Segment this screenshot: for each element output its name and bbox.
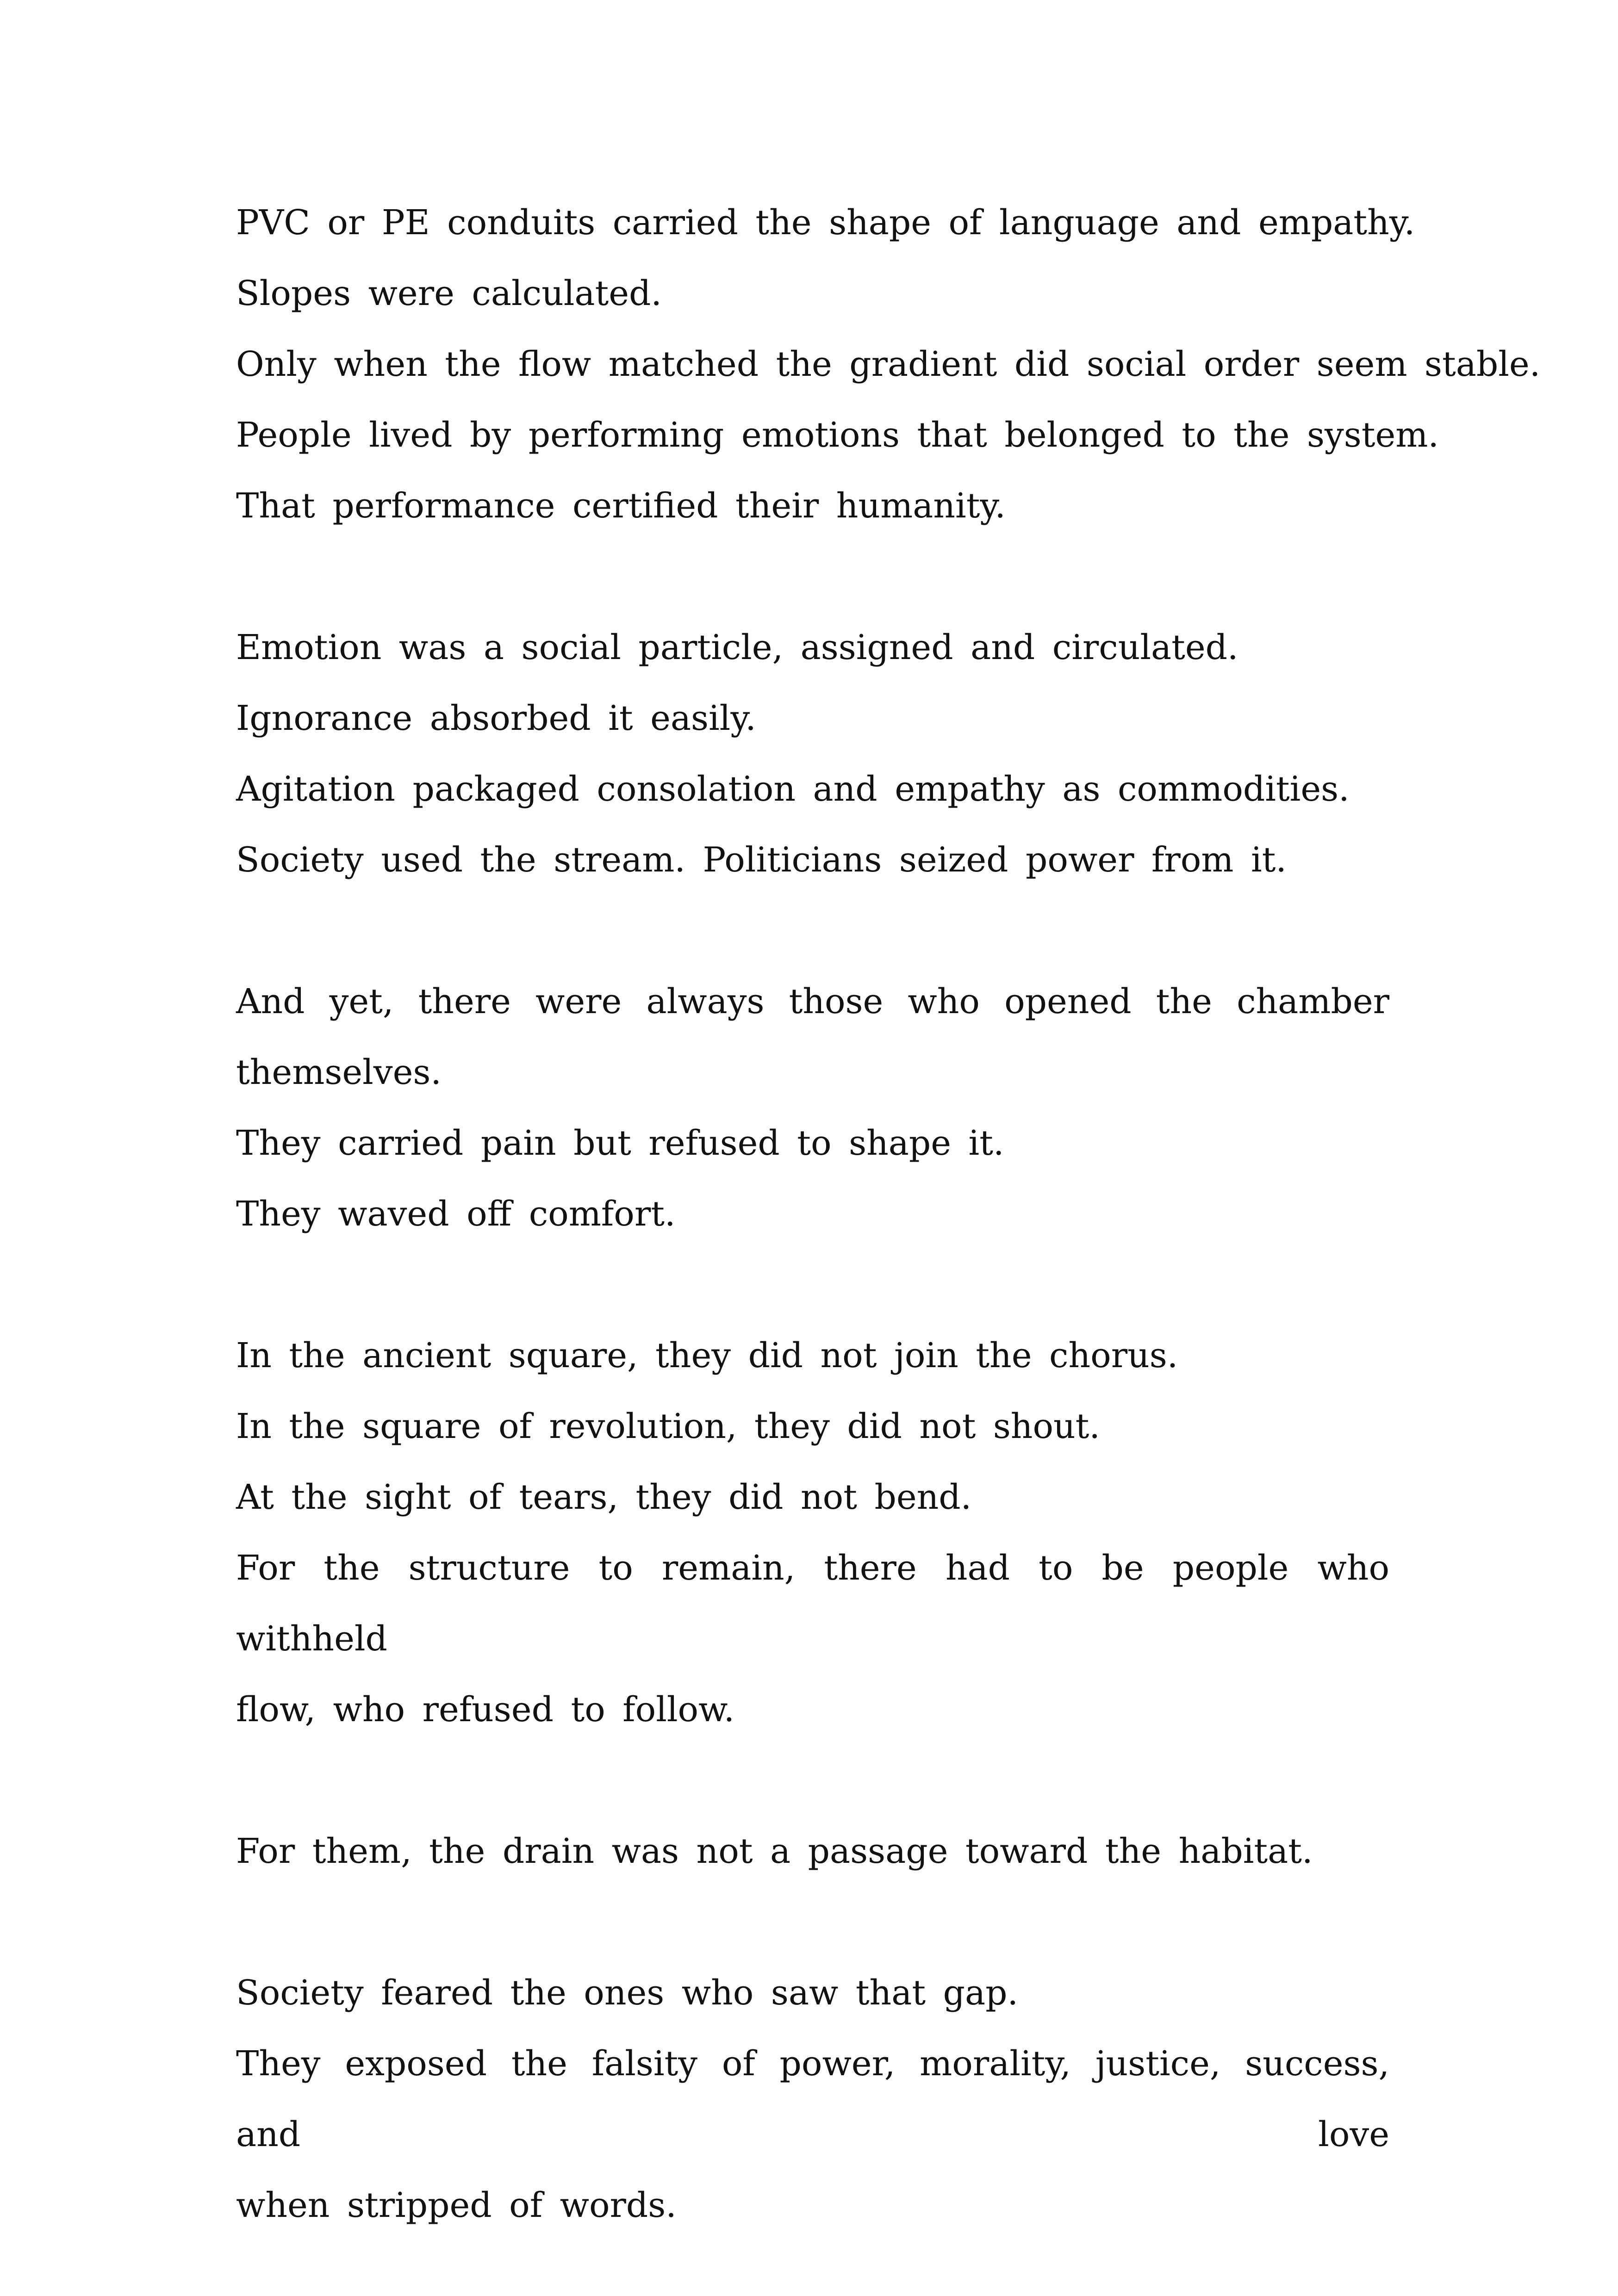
- text-line: And yet, there were always those who opened the chamber: [236, 982, 1389, 1021]
- text-line: For the structure to remain, there had to be people who withheld: [236, 1548, 1389, 1659]
- text-line: flow, who refused to follow.: [236, 1690, 735, 1730]
- text-line: In the square of revolution, they did not shout.: [236, 1406, 1100, 1446]
- text-line: when stripped of words.: [236, 2185, 677, 2225]
- paragraph-3: [236, 966, 1389, 1250]
- text-line: People lived by performing emotions that belonged to the system.: [236, 415, 1439, 455]
- body-text: [236, 187, 1541, 2241]
- text-line: Only when the flow matched the gradient did social order seem stable.: [236, 344, 1541, 384]
- text-line: Emotion was a social particle, assigned and circulated.: [236, 628, 1238, 667]
- text-line: They carried pain but refused to shape it.: [236, 1123, 1004, 1163]
- paragraph-4: [236, 1320, 1389, 1745]
- text-line: Agitation packaged consolation and empathy as commodities.: [236, 769, 1350, 809]
- text-line: Society used the stream. Politicians seized power from it.: [236, 840, 1287, 880]
- text-line: They exposed the falsity of power, morality, justice, success, and love: [236, 2044, 1389, 2154]
- paragraph-1: [236, 187, 1541, 541]
- text-line: Ignorance absorbed it easily.: [236, 698, 756, 738]
- text-line: For them, the drain was not a passage toward the habitat.: [236, 1831, 1313, 1871]
- text-line: themselves.: [236, 1052, 442, 1092]
- text-line: At the sight of tears, they did not bend.: [236, 1477, 972, 1517]
- text-line: In the ancient square, they did not join the chorus.: [236, 1336, 1178, 1375]
- paragraph-5: [236, 1816, 1389, 1887]
- text-line: They waved off comfort.: [236, 1194, 676, 1234]
- paragraph-2: [236, 612, 1389, 896]
- text-line: Society feared the ones who saw that gap.: [236, 1973, 1018, 2013]
- text-line: Slopes were calculated.: [236, 274, 662, 313]
- text-line: That performance certified their humanity.: [236, 486, 1006, 526]
- paragraph-6: [236, 1958, 1389, 2241]
- text-line: PVC or PE conduits carried the shape of language and empathy.: [236, 203, 1415, 243]
